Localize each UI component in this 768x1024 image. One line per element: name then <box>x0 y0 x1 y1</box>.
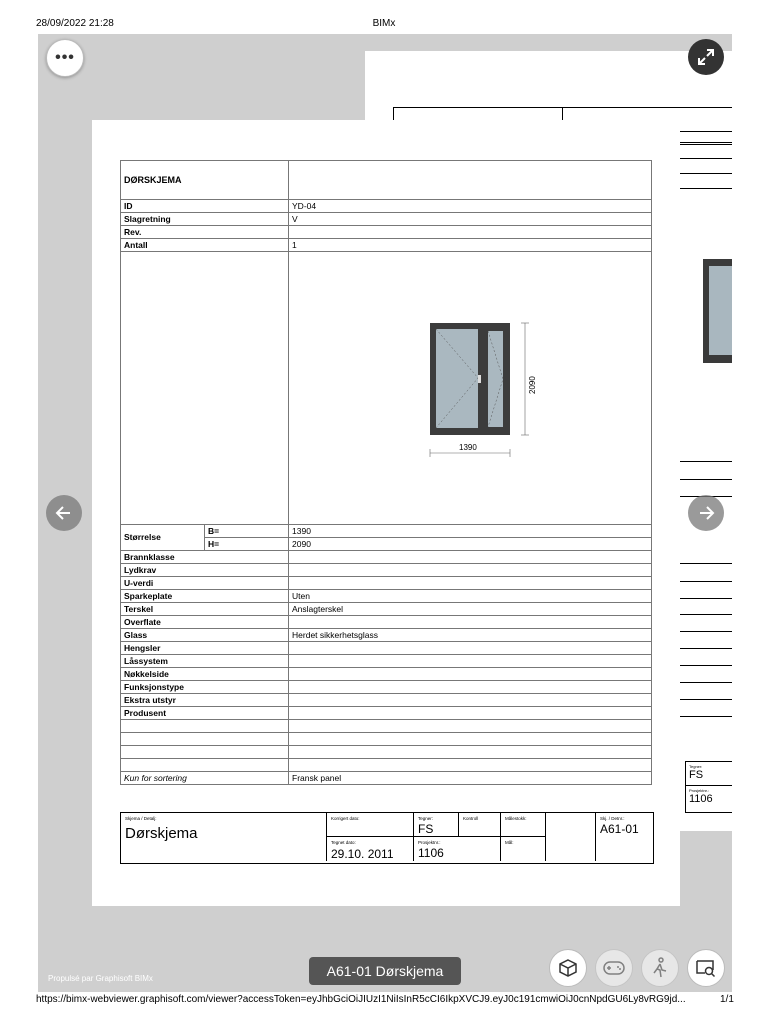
schedule-value <box>289 226 652 239</box>
schedule-value: YD-04 <box>289 200 652 213</box>
schedule-key: Terskel <box>121 603 289 616</box>
prosjektnr-value: 1106 <box>418 846 444 860</box>
print-datetime: 28/09/2022 21:28 <box>36 18 114 29</box>
walk-icon <box>650 957 670 979</box>
search-zoom-icon <box>695 958 717 978</box>
sort-key: Kun for sortering <box>121 772 289 785</box>
powered-by-label: Propulsé par Graphisoft BIMx <box>48 974 153 983</box>
schedule-key: Sparkeplate <box>121 590 289 603</box>
schedule-row <box>121 681 652 694</box>
expand-icon <box>697 48 715 66</box>
more-horizontal-icon: ••• <box>55 49 75 66</box>
schedule-row <box>121 564 652 577</box>
schedule-row <box>121 668 652 681</box>
schedule-row <box>121 239 652 252</box>
3d-model-icon <box>557 957 579 979</box>
blank-row <box>121 720 652 733</box>
skjema-cell: Skjema / Detalj: Dørskjema <box>121 813 327 861</box>
schedule-value <box>289 564 652 577</box>
malestokk-cell: Målestokk: <box>501 813 546 837</box>
schedule-key: Nøkkelside <box>121 668 289 681</box>
schedule-value <box>289 642 652 655</box>
schedule-key: Lydkrav <box>121 564 289 577</box>
schedule-value <box>289 668 652 681</box>
back-sheet-title-block: Tegner: FS Prosjektnr.: 1106 <box>685 761 732 813</box>
gamepad-icon <box>602 959 626 977</box>
door-schedule-table <box>120 160 652 785</box>
schedule-value <box>289 616 652 629</box>
schedule-key: Glass <box>121 629 289 642</box>
schedule-row <box>121 707 652 720</box>
blank-cell <box>546 813 596 861</box>
blank-row <box>121 733 652 746</box>
bimx-viewer[interactable] <box>38 34 732 992</box>
schedule-key: Rev. <box>121 226 289 239</box>
korrigert-cell: Korrigert dato: <box>327 813 414 837</box>
back-sheet-door-drawing <box>703 259 732 363</box>
back-sheet-prosjektnr: 1106 <box>689 793 713 805</box>
expand-button[interactable] <box>688 39 724 75</box>
tegner-value: FS <box>418 822 434 836</box>
schedule-value <box>289 681 652 694</box>
schedule-row <box>121 213 652 226</box>
walk-button[interactable] <box>641 949 679 987</box>
mal-cell: Mål: <box>501 837 546 861</box>
sort-value: Fransk panel <box>289 772 652 785</box>
schedule-key: Overflate <box>121 616 289 629</box>
size-h-value: 2090 <box>289 538 652 551</box>
schedule-value <box>289 655 652 668</box>
next-sheet-button[interactable] <box>688 495 724 531</box>
back-sheet-tegner: FS <box>689 769 704 781</box>
schedule-key: Hengsler <box>121 642 289 655</box>
tegnnr-value: A61-01 <box>600 822 639 836</box>
schedule-value <box>289 707 652 720</box>
page-url: https://bimx-webviewer.graphisoft.com/viewer?accessToken=eyJhbGciOiJIUzI1NiIsInR5cCI6IkpXVCJ9.eyJ0c191cmwiOiJ0cnNpdGU6Ly8vRG9jd... <box>36 994 686 1005</box>
schedule-key: ID <box>121 200 289 213</box>
schedule-value: Anslagterskel <box>289 603 652 616</box>
search-zoom-button[interactable] <box>687 949 725 987</box>
current-sheet-label[interactable]: A61-01 Dørskjema <box>309 957 461 985</box>
schedule-row <box>121 226 652 239</box>
print-title: BIMx <box>372 18 396 29</box>
skjema-value: Dørskjema <box>125 825 198 842</box>
width-dimension-label: 1390 <box>459 443 477 452</box>
print-footer <box>0 994 768 1014</box>
door-drawing-cell <box>289 252 652 525</box>
drawing-sheet[interactable] <box>92 120 680 906</box>
previous-sheet-button[interactable] <box>46 495 82 531</box>
print-header <box>0 0 768 34</box>
schedule-key: U-verdi <box>121 577 289 590</box>
kontroll-cell: Kontroll <box>459 813 501 837</box>
schedule-value: V <box>289 213 652 226</box>
schedule-value <box>289 551 652 564</box>
prosjektnr-cell: Prosjektnr.: 1106 <box>414 837 501 861</box>
schedule-row <box>121 694 652 707</box>
size-b-value: 1390 <box>289 525 652 538</box>
schedule-key: Slagretning <box>121 213 289 226</box>
schedule-row <box>121 616 652 629</box>
door-elevation-drawing <box>289 252 651 524</box>
page-number: 1/1 <box>720 994 734 1005</box>
schedule-title: DØRSKJEMA <box>121 161 289 200</box>
tegnnr-cell: Skj. / Detnr.: A61-01 <box>600 816 639 836</box>
tegnet-dato-value: 29.10. 2011 <box>331 847 394 861</box>
tegnet-dato-cell: Tegnet dato: 29.10. 2011 <box>327 837 414 861</box>
schedule-row <box>121 200 652 213</box>
size-label: Størrelse <box>121 525 205 551</box>
schedule-key: Ekstra utstyr <box>121 694 289 707</box>
schedule-key: Antall <box>121 239 289 252</box>
schedule-row <box>121 629 652 642</box>
height-dimension-label: 2090 <box>528 376 538 394</box>
schedule-value: Herdet sikkerhetsglass <box>289 629 652 642</box>
schedule-row <box>121 577 652 590</box>
schedule-value: 1 <box>289 239 652 252</box>
blank-row <box>121 746 652 759</box>
schedule-row <box>121 655 652 668</box>
schedule-value: Uten <box>289 590 652 603</box>
sort-row <box>121 772 652 785</box>
schedule-value <box>289 577 652 590</box>
schedule-row <box>121 590 652 603</box>
schedule-key: Funksjonstype <box>121 681 289 694</box>
gamepad-button[interactable] <box>595 949 633 987</box>
schedule-row <box>121 642 652 655</box>
schedule-row <box>121 603 652 616</box>
drawing-row <box>121 252 652 525</box>
schedule-key: Brannklasse <box>121 551 289 564</box>
size-h-label: H= <box>205 538 289 551</box>
size-b-label: B= <box>205 525 289 538</box>
title-block <box>120 812 654 864</box>
more-menu-button[interactable] <box>46 39 84 77</box>
blank-row <box>121 759 652 772</box>
schedule-key: Låssystem <box>121 655 289 668</box>
3d-model-button[interactable] <box>549 949 587 987</box>
schedule-row <box>121 551 652 564</box>
size-row-b <box>121 525 652 538</box>
tegner-cell: Tegner: FS <box>414 813 459 837</box>
arrow-right-icon <box>696 503 716 523</box>
schedule-value <box>289 694 652 707</box>
schedule-key: Produsent <box>121 707 289 720</box>
arrow-left-icon <box>54 503 74 523</box>
